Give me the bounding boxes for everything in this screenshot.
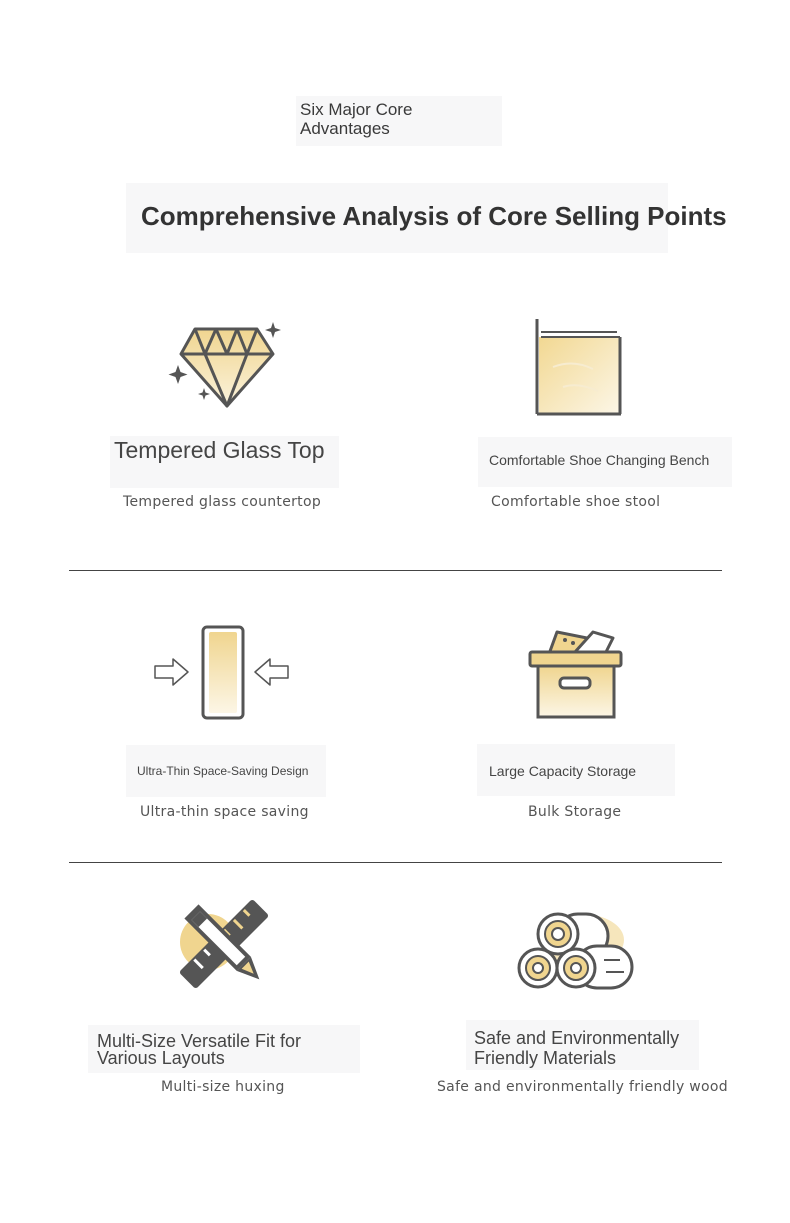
- feature-title-tempered-glass: Tempered Glass Top: [110, 436, 339, 488]
- feature-title-storage: Large Capacity Storage: [477, 744, 675, 796]
- diamond-icon: [165, 320, 285, 410]
- feature-subtitle-tempered-glass: Tempered glass countertop: [123, 494, 322, 510]
- feature-title-shoe-bench: Comfortable Shoe Changing Bench: [478, 437, 732, 487]
- ruler-pencil-icon: [176, 898, 272, 990]
- feature-title-multi-size: Multi-Size Versatile Fit for Various Layouts: [88, 1025, 360, 1073]
- compress-icon: [152, 624, 292, 722]
- feature-subtitle-eco-materials: Safe and environmentally friendly wood: [437, 1079, 728, 1095]
- feature-subtitle-storage: Bulk Storage: [528, 804, 622, 820]
- divider: [69, 862, 722, 863]
- page-title: Comprehensive Analysis of Core Selling Points: [126, 183, 668, 253]
- feature-title-ultra-thin: Ultra-Thin Space-Saving Design: [126, 745, 326, 797]
- divider: [69, 570, 722, 571]
- wood-logs-icon: [516, 910, 636, 992]
- feature-subtitle-ultra-thin: Ultra-thin space saving: [140, 804, 309, 820]
- feature-subtitle-multi-size: Multi-size huxing: [161, 1079, 285, 1095]
- feature-title-eco-materials: Safe and Environmentally Friendly Materials: [466, 1020, 699, 1070]
- panel-icon: [533, 317, 625, 417]
- feature-subtitle-shoe-bench: Comfortable shoe stool: [491, 494, 661, 510]
- section-label: Six Major Core Advantages: [296, 96, 502, 146]
- storage-box-icon: [527, 626, 625, 722]
